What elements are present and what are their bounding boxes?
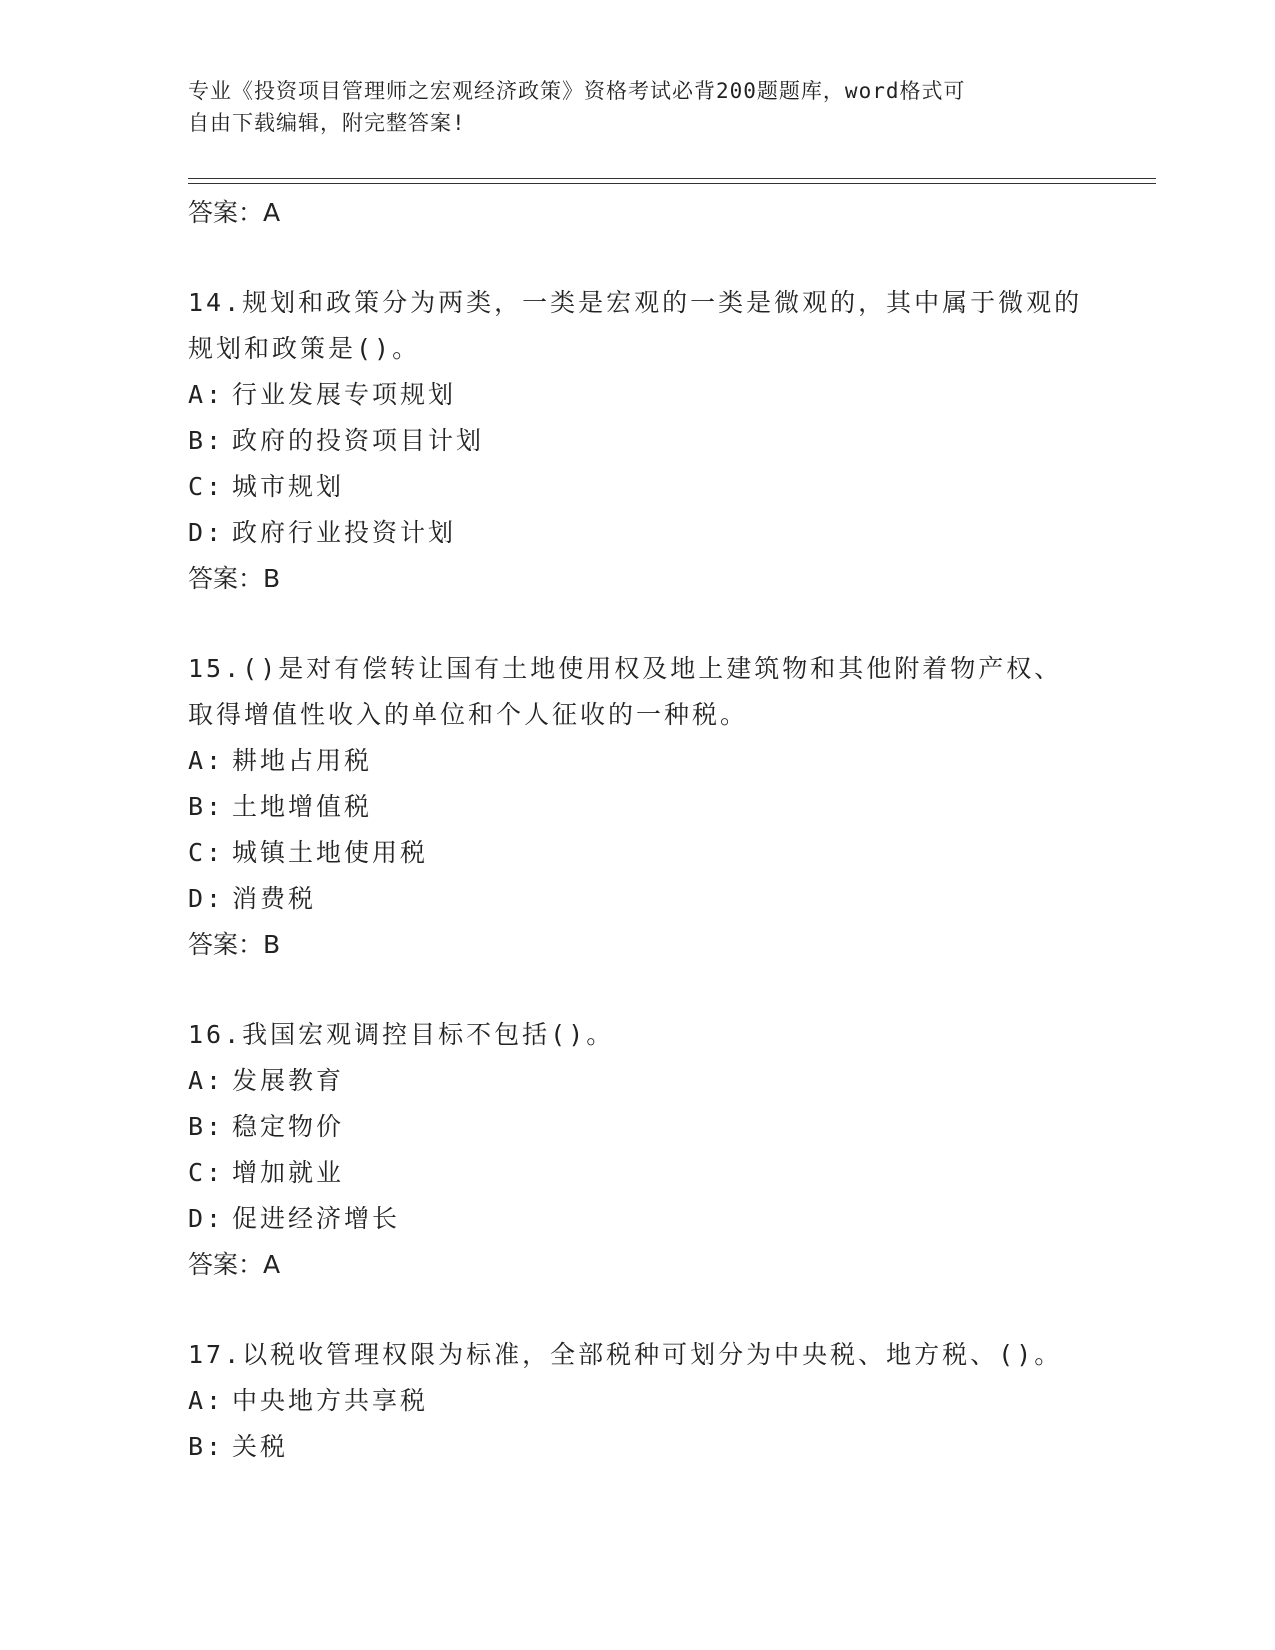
option-c: C: 城镇土地使用税 [188,838,429,867]
option-a: A: 发展教育 [188,1066,345,1095]
option-d: D: 消费税 [188,884,317,913]
header-divider-top [188,178,1156,179]
question-item [188,1332,1088,1470]
option-d: D: 促进经济增长 [188,1204,401,1233]
document-header [188,75,1088,139]
answer-line: 答案：A [188,1250,281,1279]
option-d: D: 政府行业投资计划 [188,518,457,547]
answer-line: 答案：B [188,930,281,959]
option-b: B: 政府的投资项目计划 [188,426,485,455]
option-c: C: 增加就业 [188,1158,345,1187]
question-text: 15.()是对有偿转让国有土地使用权及地上建筑物和其他附着物产权、取得增值性收入的单位和个人征收的一种税。 [188,654,1063,729]
option-a: A: 行业发展专项规划 [188,380,457,409]
question-text: 17.以税收管理权限为标准，全部税种可划分为中央税、地方税、()。 [188,1340,1063,1369]
question-text: 16.我国宏观调控目标不包括()。 [188,1020,615,1049]
option-a: A: 耕地占用税 [188,746,373,775]
header-line-2: 自由下载编辑，附完整答案! [188,111,466,135]
question-list [188,190,1088,1470]
option-c: C: 城市规划 [188,472,345,501]
option-b: B: 稳定物价 [188,1112,345,1141]
option-b: B: 土地增值税 [188,792,373,821]
answer-line: 答案：A [188,198,281,227]
question-text: 14.规划和政策分为两类，一类是宏观的一类是微观的，其中属于微观的规划和政策是()。 [188,288,1083,363]
question-item [188,280,1088,602]
question-item [188,646,1088,968]
option-a: A: 中央地方共享税 [188,1386,429,1415]
question-item [188,1012,1088,1288]
answer-line: 答案：B [188,564,281,593]
option-b: B: 关税 [188,1432,289,1461]
header-line-1: 专业《投资项目管理师之宏观经济政策》资格考试必背200题题库，word格式可 [188,79,966,103]
header-divider-bottom [188,183,1156,184]
